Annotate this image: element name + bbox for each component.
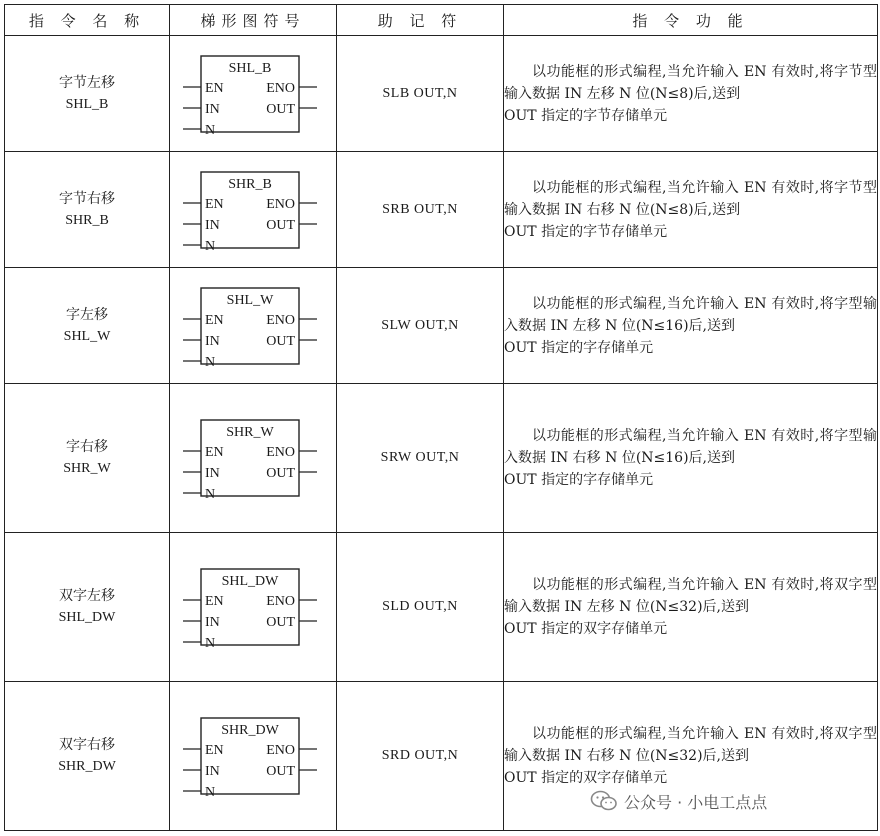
in-label: IN: [205, 466, 220, 481]
header-mnemonic: 助 记 符: [337, 5, 504, 36]
out-label: OUT: [266, 333, 295, 349]
en-label: EN: [205, 80, 224, 96]
ladder-block-diagram: [183, 285, 323, 367]
n-label: N: [205, 785, 216, 797]
box-title: SHR_DW: [221, 723, 279, 738]
instruction-function: [504, 533, 878, 682]
mnemonic: SRW OUT,N: [337, 384, 504, 533]
mnemonic: SLB OUT,N: [337, 36, 504, 152]
header-name: 指 令 名 称: [5, 5, 170, 36]
box-title: SHL_DW: [221, 574, 279, 589]
function-text: 以功能框的形式编程,当允许输入 EN 有效时,将双字型输入数据 IN 右移 N 位(N≤32)后,送到: [504, 726, 877, 764]
out-label: OUT: [266, 615, 295, 630]
header-row: [5, 5, 878, 36]
ladder-block-diagram: [183, 715, 323, 797]
mnemonic: SRD OUT,N: [337, 682, 504, 831]
table-row: [5, 268, 878, 384]
mnemonic: SLW OUT,N: [337, 268, 504, 384]
instruction-name: [5, 533, 170, 682]
ladder-symbol-cell: [170, 682, 337, 831]
watermark-text: 公众号 · 小电工点点: [624, 792, 768, 812]
box-title: SHR_B: [228, 176, 272, 192]
table-row: [5, 36, 878, 152]
function-text-cont: OUT 指定的双字存储单元: [504, 621, 668, 637]
eno-label: ENO: [266, 594, 295, 609]
box-title: SHL_W: [226, 292, 274, 308]
instruction-function: [504, 152, 878, 268]
ladder-block-diagram: [183, 169, 323, 251]
ladder-symbol-cell: [170, 533, 337, 682]
header-function: 指 令 功 能: [504, 5, 878, 36]
n-label: N: [205, 354, 216, 367]
instruction-name-en: SHR_DW: [58, 759, 116, 774]
instruction-name-cn: 字节右移: [59, 190, 115, 207]
function-text: 以功能框的形式编程,当允许输入 EN 有效时,将字节型输入数据 IN 左移 N 位(N≤8)后,送到: [504, 63, 877, 102]
eno-label: ENO: [266, 196, 295, 212]
function-text: 以功能框的形式编程,当允许输入 EN 有效时,将字型输入数据 IN 右移 N 位(N≤16)后,送到: [504, 428, 877, 466]
en-label: EN: [205, 594, 224, 609]
instruction-function: [504, 36, 878, 152]
instruction-name: [5, 268, 170, 384]
function-text: 以功能框的形式编程,当允许输入 EN 有效时,将字型输入数据 IN 左移 N 位(N≤16)后,送到: [504, 295, 877, 334]
instruction-name-cn: 字右移: [66, 439, 108, 455]
instruction-name-en: SHR_W: [63, 461, 111, 476]
in-label: IN: [205, 333, 220, 349]
instruction-name-cn: 双字左移: [59, 588, 115, 604]
n-label: N: [205, 122, 216, 135]
instruction-name-en: SHL_B: [65, 96, 109, 112]
out-label: OUT: [266, 101, 295, 117]
function-text-cont: OUT 指定的字节存储单元: [504, 223, 668, 240]
function-text-cont: OUT 指定的字节存储单元: [504, 107, 668, 124]
instruction-name-cn: 字左移: [66, 306, 108, 323]
instruction-name: [5, 152, 170, 268]
in-label: IN: [205, 615, 220, 630]
mnemonic: SRB OUT,N: [337, 152, 504, 268]
instruction-name-en: SHL_DW: [58, 610, 116, 625]
ladder-symbol-cell: [170, 268, 337, 384]
instruction-name-cn: 字节左移: [59, 74, 115, 91]
en-label: EN: [205, 312, 224, 328]
instruction-function: [504, 268, 878, 384]
instruction-name-cn: 双字右移: [59, 737, 115, 753]
table-row: [5, 384, 878, 533]
instruction-name: [5, 384, 170, 533]
function-text: 以功能框的形式编程,当允许输入 EN 有效时,将双字型输入数据 IN 左移 N 位(N≤32)后,送到: [504, 577, 877, 615]
in-label: IN: [205, 101, 220, 117]
function-text-cont: OUT 指定的双字存储单元: [504, 770, 668, 786]
function-text-cont: OUT 指定的字存储单元: [504, 339, 654, 356]
ladder-block-diagram: [183, 53, 323, 135]
n-label: N: [205, 238, 216, 251]
eno-label: ENO: [266, 80, 295, 96]
function-text: 以功能框的形式编程,当允许输入 EN 有效时,将字节型输入数据 IN 右移 N 位(N≤8)后,送到: [504, 179, 877, 218]
out-label: OUT: [266, 764, 295, 779]
out-label: OUT: [266, 217, 295, 233]
in-label: IN: [205, 217, 220, 233]
eno-label: ENO: [266, 743, 295, 758]
box-title: SHL_B: [228, 60, 272, 76]
en-label: EN: [205, 196, 224, 212]
mnemonic: SLD OUT,N: [337, 533, 504, 682]
out-label: OUT: [266, 466, 295, 481]
instruction-function: [504, 384, 878, 533]
box-title: SHR_W: [226, 425, 274, 440]
ladder-symbol-cell: [170, 152, 337, 268]
ladder-block-diagram: [183, 566, 323, 648]
en-label: EN: [205, 743, 224, 758]
ladder-symbol-cell: [170, 384, 337, 533]
instruction-name: [5, 682, 170, 831]
watermark: [590, 789, 767, 813]
instruction-name: [5, 36, 170, 152]
n-label: N: [205, 487, 216, 499]
eno-label: ENO: [266, 445, 295, 460]
eno-label: ENO: [266, 312, 295, 328]
wechat-icon: [590, 790, 618, 812]
ladder-block-diagram: [183, 417, 323, 499]
header-symbol: 梯形图符号: [170, 5, 337, 36]
ladder-symbol-cell: [170, 36, 337, 152]
table-row: [5, 152, 878, 268]
n-label: N: [205, 636, 216, 648]
instruction-name-en: SHR_B: [65, 212, 109, 228]
en-label: EN: [205, 445, 224, 460]
table-row: [5, 533, 878, 682]
shift-instruction-table: [4, 4, 878, 831]
in-label: IN: [205, 764, 220, 779]
function-text-cont: OUT 指定的字存储单元: [504, 472, 654, 488]
instruction-name-en: SHL_W: [63, 328, 111, 344]
